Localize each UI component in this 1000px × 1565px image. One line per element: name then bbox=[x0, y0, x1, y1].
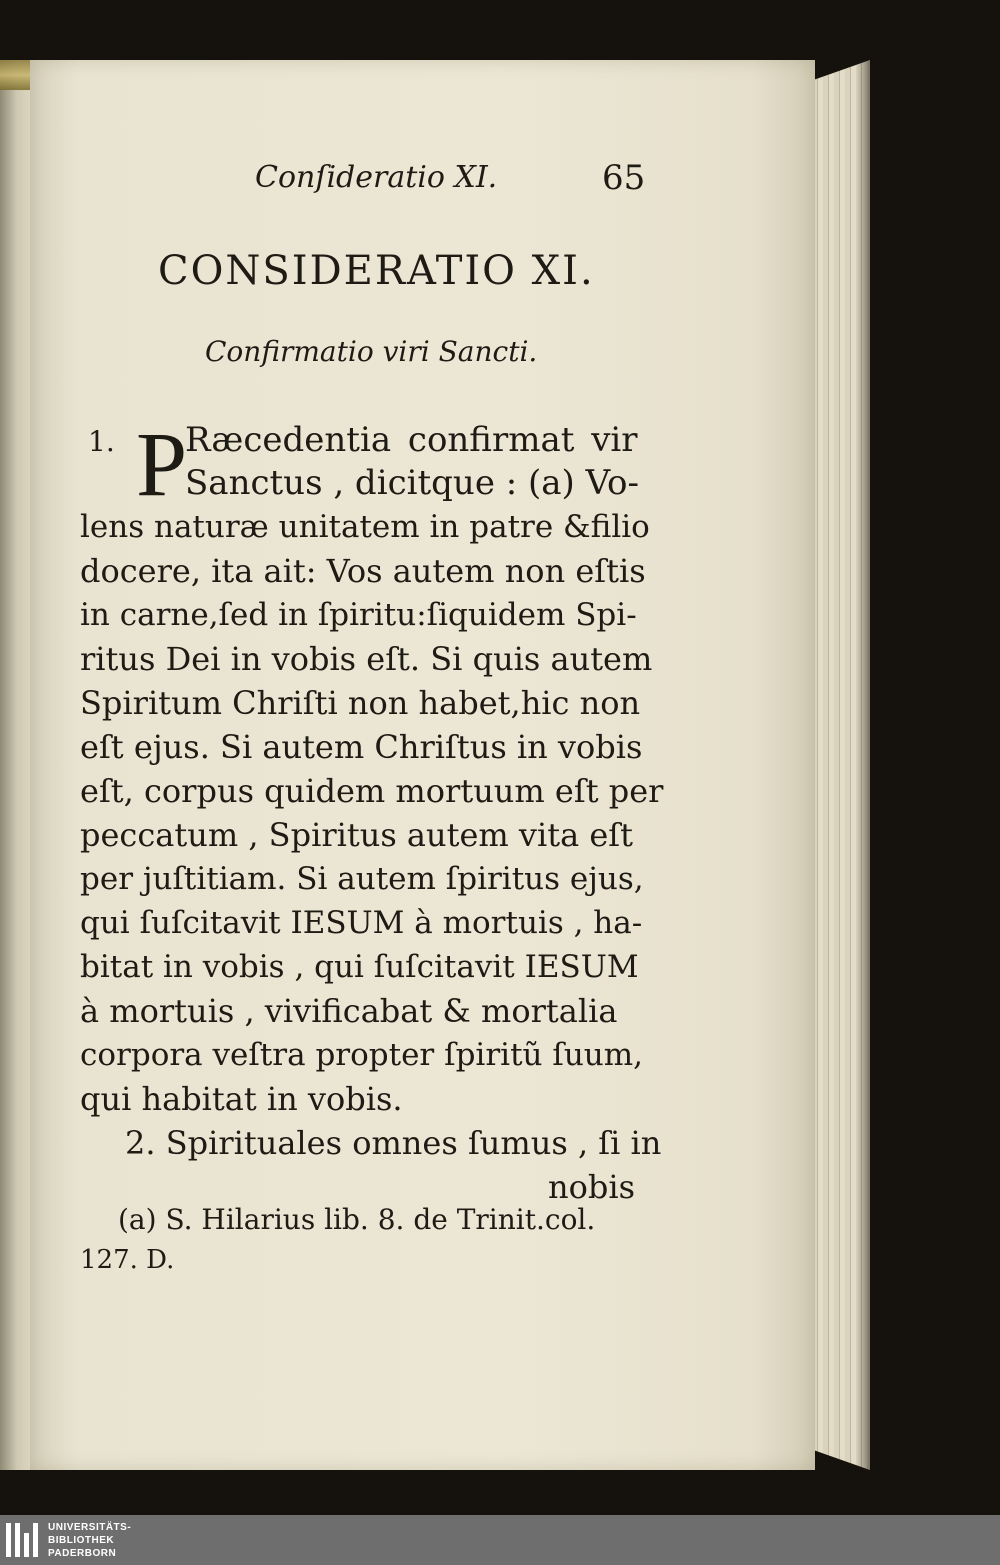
text-line: in carne,ſed in ſpiritu:ſiquidem Spi- bbox=[80, 597, 637, 633]
text-line: Spiritum Chriſti non habet,hic non bbox=[80, 684, 641, 722]
section-heading: CONSIDERATIO XI. bbox=[158, 248, 595, 294]
library-logo-text: UNIVERSITÄTS- BIBLIOTHEK PADERBORN bbox=[48, 1522, 132, 1559]
text-line: bitat in vobis , qui ſuſcitavit IESUM bbox=[80, 949, 639, 985]
footnote: (a) S. Hilarius lib. 8. de Trinit.col. bbox=[118, 1203, 596, 1236]
page-number: 65 bbox=[602, 158, 646, 198]
library-logo-icon bbox=[6, 1523, 40, 1557]
text-line: qui habitat in vobis. bbox=[80, 1080, 403, 1118]
text-line: Sanctus , dicitque : (a) Vo- bbox=[185, 463, 640, 503]
text-line: à mortuis , vivificabat & mortalia bbox=[80, 992, 618, 1030]
text-line: docere, ita ait: Vos autem non eſtis bbox=[80, 552, 646, 590]
text-line: ritus Dei in vobis eſt. Si quis autem bbox=[80, 640, 653, 678]
text-line: eſt ejus. Si autem Chriſtus in vobis bbox=[80, 728, 643, 766]
text-line: 2. Spirituales omnes ſumus , ſi in bbox=[125, 1124, 662, 1162]
paragraph-number: 1. bbox=[88, 425, 115, 458]
section-subtitle: Confirmatio viri Sancti. bbox=[205, 335, 538, 368]
running-title: Conſideratio XI. bbox=[255, 160, 498, 195]
catchword: nobis bbox=[548, 1168, 636, 1206]
text-line: Ræcedentia confirmat vir bbox=[185, 420, 638, 460]
text-line: qui ſuſcitavit IESUM à mortuis , ha- bbox=[80, 905, 643, 941]
text-line: lens naturæ unitatem in patre &filio bbox=[80, 509, 650, 545]
drop-capital: P bbox=[136, 413, 188, 515]
text-line: per juſtitiam. Si autem ſpiritus ejus, bbox=[80, 861, 644, 897]
text-line: peccatum , Spiritus autem vita eſt bbox=[80, 816, 633, 854]
text-line: eſt, corpus quidem mortuum eſt per bbox=[80, 772, 664, 810]
text-line: corpora veſtra propter ſpiritũ ſuum, bbox=[80, 1037, 643, 1073]
footnote-continuation: 127. D. bbox=[80, 1245, 175, 1275]
library-footer bbox=[0, 1515, 1000, 1565]
